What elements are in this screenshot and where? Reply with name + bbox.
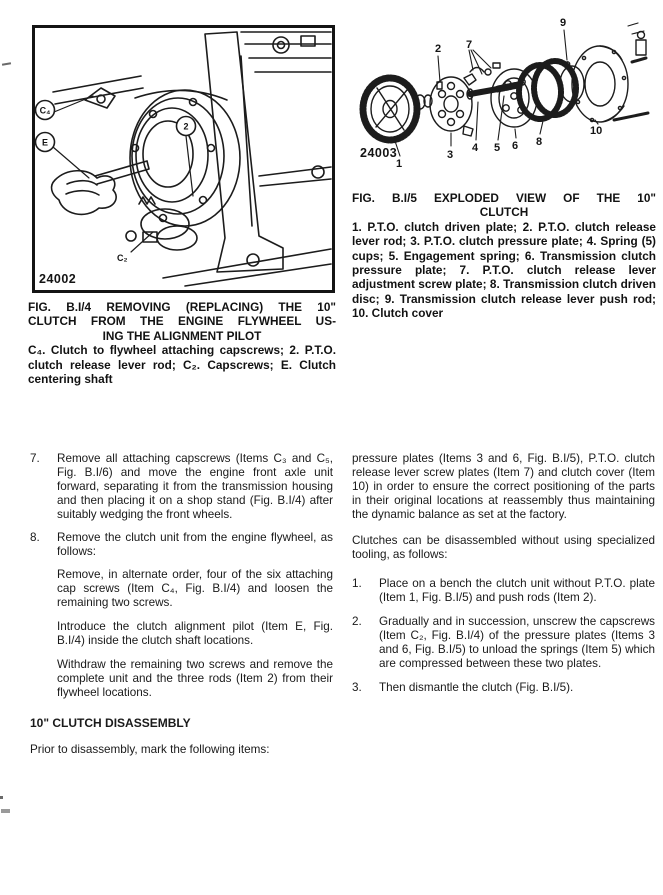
scan-artifact	[1, 809, 10, 813]
item-number: 3.	[352, 681, 362, 694]
part-label-6: 6	[512, 140, 519, 152]
closing-line: Prior to disassembly, mark the following items:	[30, 743, 270, 756]
paragraph: Clutches can be disassembled without using specialized tooling, as follows:	[352, 534, 655, 561]
fig4-legend: C₄. Clutch to flywheel attaching capscrews; 2. P.T.O. clutch release lever rod; C₂. Capscrews; E. Clutch centering shaft	[28, 343, 336, 387]
sub-paragraph: Remove, in alternate order, four of the six attaching cap screws (Item C₄, Fig. B.I/4) and loosen the remaining two screws.	[57, 568, 333, 609]
callout-c2: C₂	[117, 253, 128, 263]
item-text: Remove the clutch unit from the engine flywheel, as follows:	[57, 531, 333, 558]
fig5-caption-line: FIG. B.I/5 EXPLODED VIEW OF THE 10"	[352, 191, 656, 205]
part-label-9: 9	[560, 17, 567, 29]
list-item-1	[352, 577, 655, 605]
photo-number-24002: 24002	[39, 272, 77, 286]
callout-2: 2	[183, 121, 189, 132]
fig5-drawing	[352, 12, 660, 182]
callout-e: E	[41, 137, 49, 148]
scan-artifact	[0, 796, 3, 799]
photo-number-24003: 24003	[360, 146, 398, 160]
fig4-caption-line: ING THE ALIGNMENT PILOT	[102, 328, 262, 343]
item-text: Remove all attaching capscrews (Items C₃ and C₅, Fig. B.I/6) and move the engine front axle unit forward, separating it from the transmission housing and then placing it on a shop stand (Fig. B.I/4) after suitably wedging the front wheels.	[57, 452, 333, 521]
part-label-10: 10	[590, 125, 603, 137]
part-label-4: 4	[472, 142, 479, 154]
sub-paragraph: Introduce the clutch alignment pilot (Item E, Fig. B.I/4) inside the clutch shaft locations.	[57, 620, 333, 647]
fig4-drawing-frame	[32, 25, 335, 293]
fig5-legend: 1. P.T.O. clutch driven plate; 2. P.T.O. clutch release lever rod; 3. P.T.O. clutch pressure plate; 4. Spring (5) cups; 5. Engagement spring; 6. Transmission clutch pressure plate; 7. P.T.O. clutch release lever adjustment screw plate; 8. Transmission clutch driven disc; 9. Transmission clutch release lever push rod; 10. Clutch cover	[352, 219, 656, 321]
fig4-caption	[28, 300, 336, 386]
item-number: 8.	[30, 531, 40, 544]
part-label-1: 1	[396, 158, 403, 170]
paragraph: pressure plates (Items 3 and 6, Fig. B.I/5), P.T.O. clutch release lever screw plates (Item 7) and clutch cover (Item 10) in order to ensure the correct positioning of the parts in their original locations at reassembly thus maintaining the dynamic balance as set at the factory.	[352, 452, 655, 521]
fig5-caption	[352, 191, 656, 321]
scan-artifact	[2, 62, 11, 66]
item-number: 2.	[352, 615, 362, 628]
fig4-caption-line: FIG. B.I/4 REMOVING (REPLACING) THE 10"	[28, 300, 336, 314]
clutch-exploded-drawing	[352, 12, 660, 182]
item-text: Place on a bench the clutch unit without P.T.O. plate (Item 1, Fig. B.I/5) and push rods (Item 2).	[379, 577, 655, 604]
part-label-7: 7	[466, 39, 473, 51]
fig5-caption-line: CLUTCH	[479, 205, 529, 220]
item-number: 1.	[352, 577, 362, 590]
clutch-removal-drawing	[35, 28, 332, 290]
list-item-2	[352, 615, 655, 671]
item-text: Gradually and in succession, unscrew the capscrews (Item C₂, Fig. B.I/4) of the pressure plates (Items 3 and 6, Fig. B.I/5) to unload the springs (Item 5) which are compressed between these two plates.	[379, 615, 655, 670]
right-column	[352, 452, 655, 705]
left-column	[30, 452, 333, 757]
item-text: Then dismantle the clutch (Fig. B.I/5).	[379, 681, 574, 694]
list-item-7	[30, 452, 333, 522]
part-label-2: 2	[435, 43, 442, 55]
sub-paragraph: Withdraw the remaining two screws and remove the complete unit and the three rods (Item 2) from their flywheel locations.	[57, 658, 333, 699]
fig4-caption-line: CLUTCH FROM THE ENGINE FLYWHEEL US-	[28, 314, 336, 329]
list-item-3	[352, 681, 655, 695]
part-label-3: 3	[447, 149, 454, 161]
item-number: 7.	[30, 452, 40, 465]
part-label-8: 8	[536, 136, 543, 148]
section-heading: 10" CLUTCH DISASSEMBLY	[30, 716, 191, 730]
list-item-8	[30, 531, 333, 559]
callout-c4: C₄	[39, 105, 51, 116]
part-label-5: 5	[494, 142, 501, 154]
